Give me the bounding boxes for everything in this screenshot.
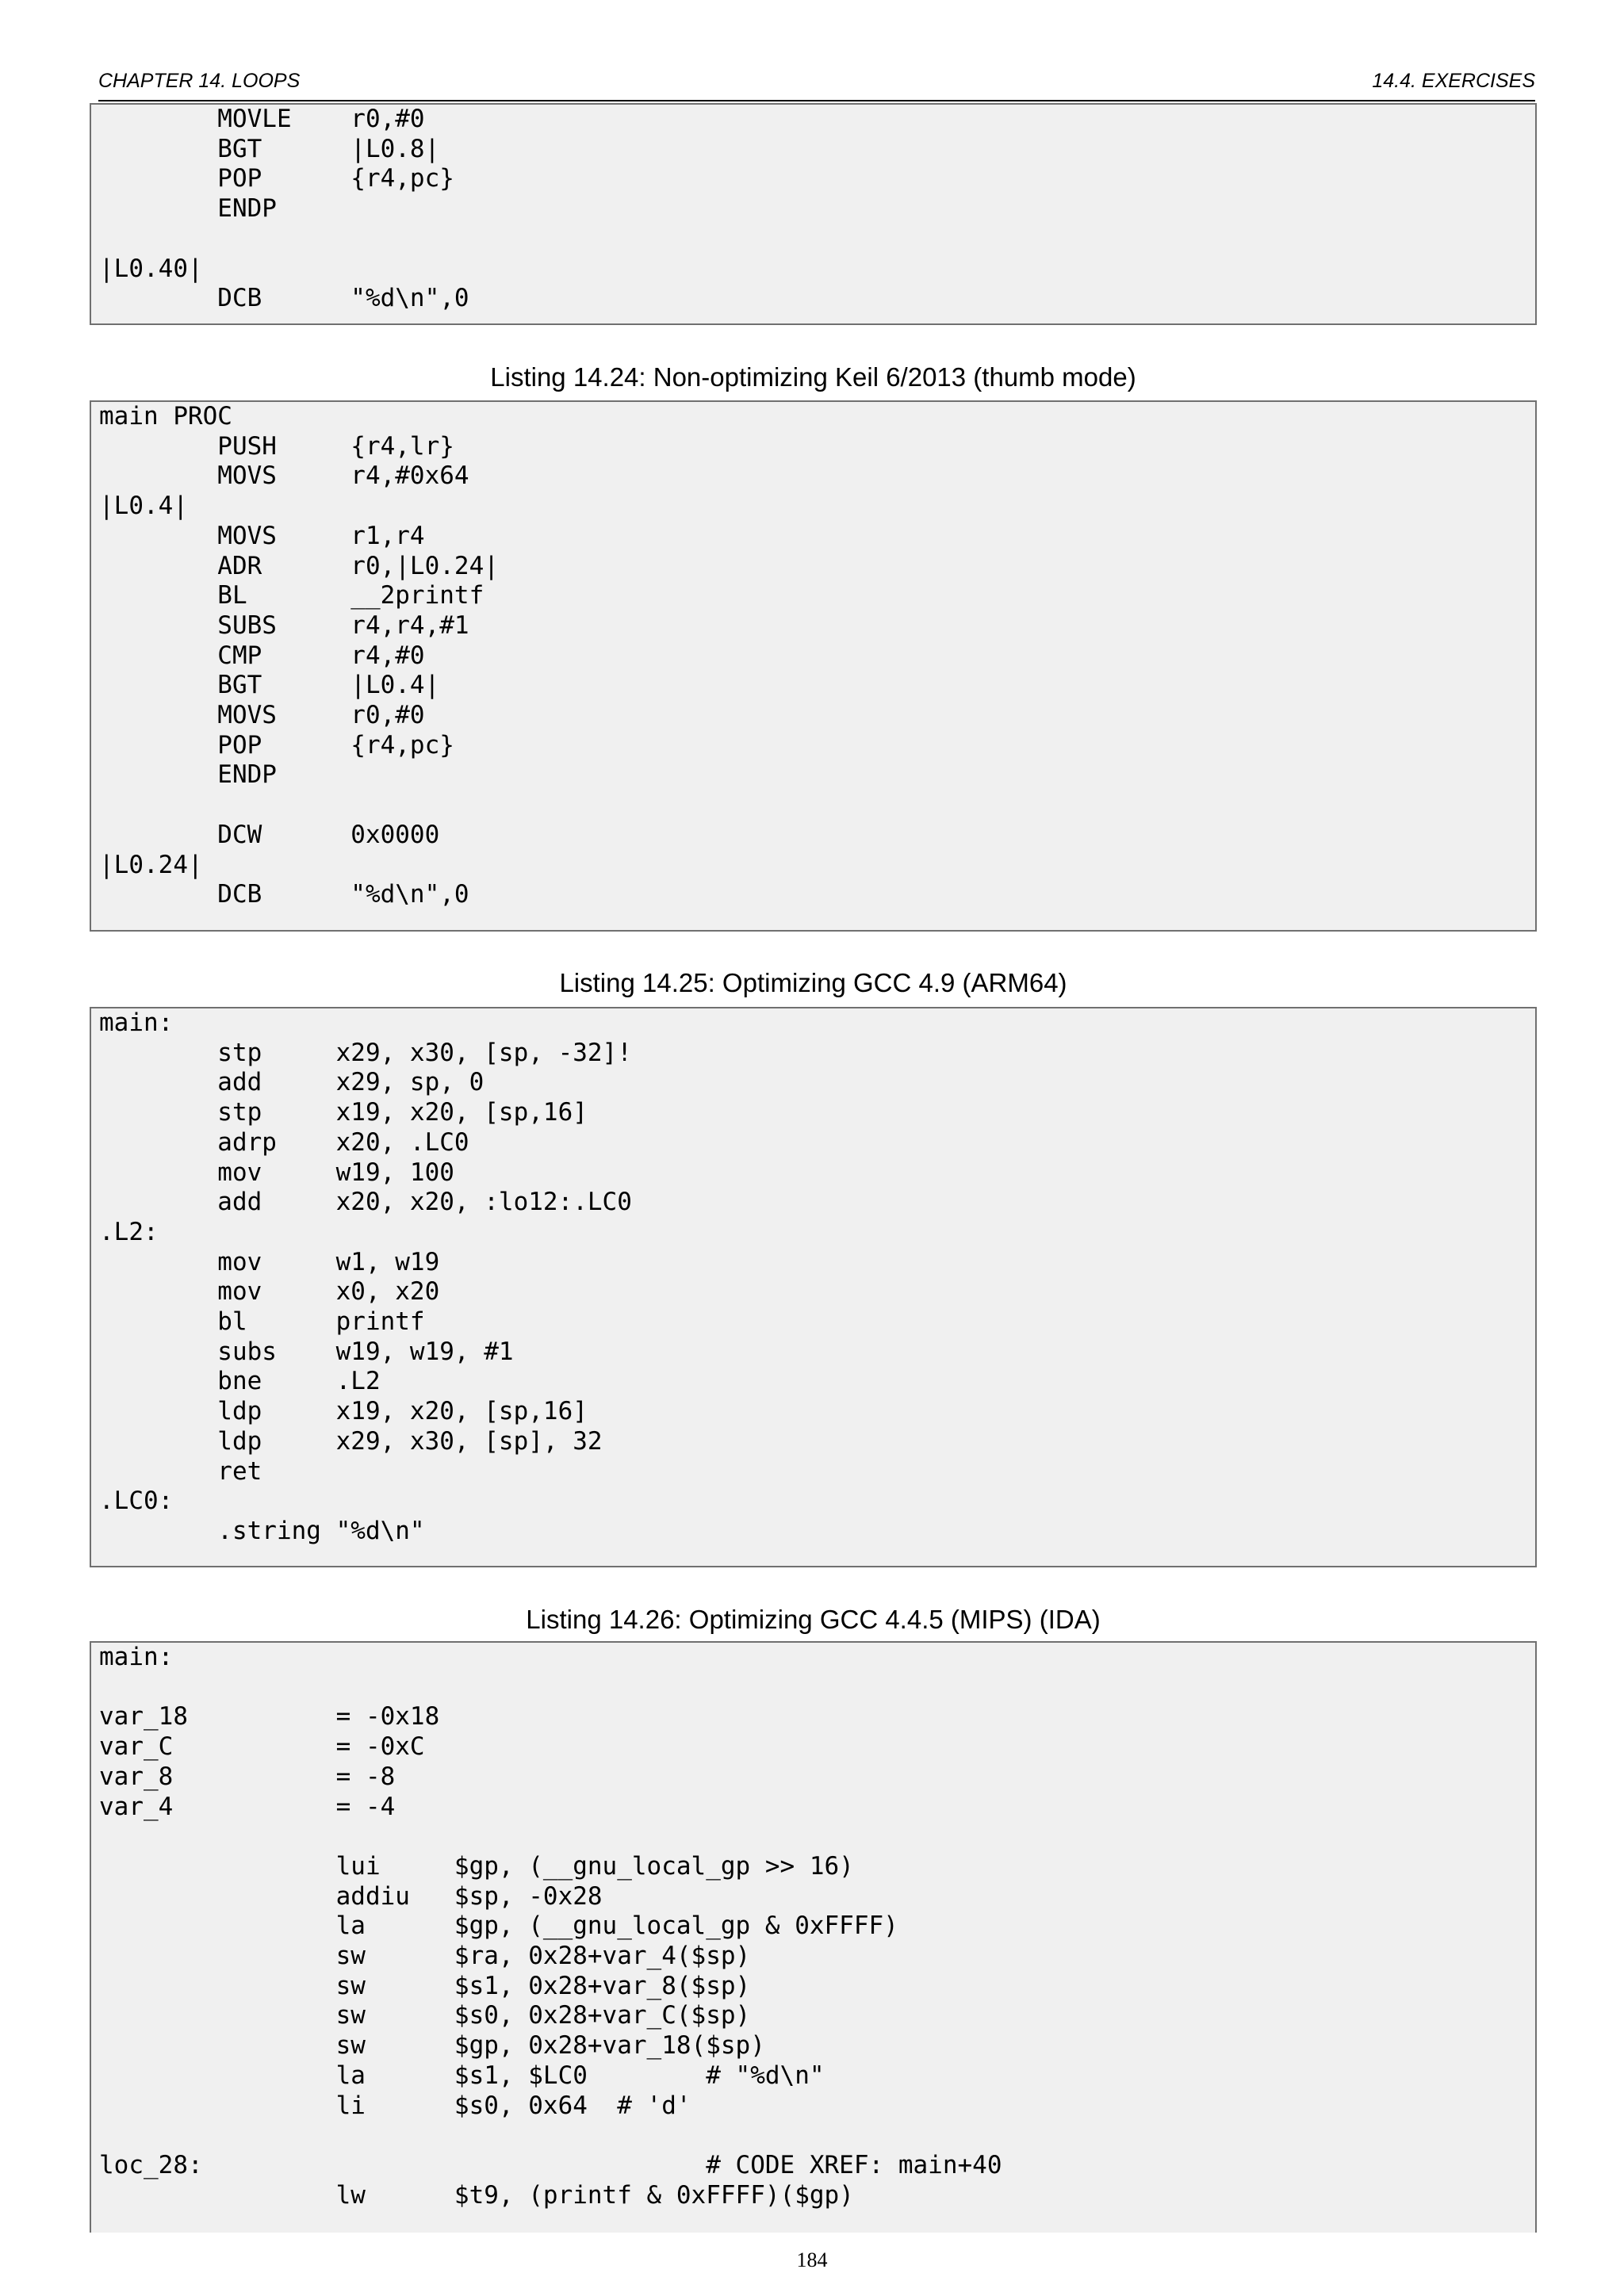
running-header [98, 70, 1535, 101]
code-block: MOVLE r0,#0 BGT |L0.8| POP {r4,pc} ENDP |L0.40| DCB "%d\n",0 [99, 105, 469, 313]
listing-caption: Listing 14.26: Optimizing GCC 4.4.5 (MIPS) (IDA) [526, 1605, 1101, 1634]
code-listing-keil-thumb [90, 400, 1537, 932]
code-block: main PROC PUSH {r4,lr} MOVS r4,#0x64 |L0.4| MOVS r1,r4 ADR r0,|L0.24| BL __2printf SUBS r4,r4,#1 CMP r4,#0 BGT |L0.4| MOVS r0,#0 POP {r4,pc} ENDP DCW 0x0000 |L0.24| DCB "%d\n",0 [99, 402, 499, 909]
chapter-title: CHAPTER 14. LOOPS [98, 70, 301, 92]
listing-caption: Listing 14.24: Non-optimizing Keil 6/2013 (thumb mode) [490, 362, 1136, 392]
section-title: 14.4. EXERCISES [1372, 70, 1535, 92]
code-listing-gcc-mips [90, 1641, 1537, 2233]
code-block: main: stp x29, x30, [sp, -32]! add x29, sp, 0 stp x19, x20, [sp,16] adrp x20, .LC0 mov w19, 100 add x20, x20, :lo12:.LC0 .L2: mov w1, w19 mov x0, x20 bl printf subs w19, w19, #1 bne .L2 ldp x19, x20, [sp,16] ldp x29, x30, [sp], 32 ret .LC0: .string "%d\n" [99, 1008, 632, 1545]
code-block: main: var_18 = -0x18 var_C = -0xC var_8 = -8 var_4 = -4 lui $gp, (__gnu_local_gp >> 16) addiu $sp, -0x28 la $gp, (__gnu_local_gp & 0xFFFF) sw $ra, 0x28+var_4($sp) sw $s1, 0x28+var_8($sp) sw $s0, 0x28+var_C($sp) sw $gp, 0x28+var_18($sp) la $s1, $LC0 # "%d\n" li $s0, 0x64 # 'd' loc_28: # CODE XREF: main+40 lw $t9, (printf & 0xFFFF)($gp) [99, 1643, 1002, 2210]
code-listing-continued [90, 103, 1537, 325]
page-number: 184 [796, 2248, 828, 2271]
listing-caption: Listing 14.25: Optimizing GCC 4.9 (ARM64) [559, 968, 1067, 997]
code-listing-gcc-arm64 [90, 1007, 1537, 1567]
